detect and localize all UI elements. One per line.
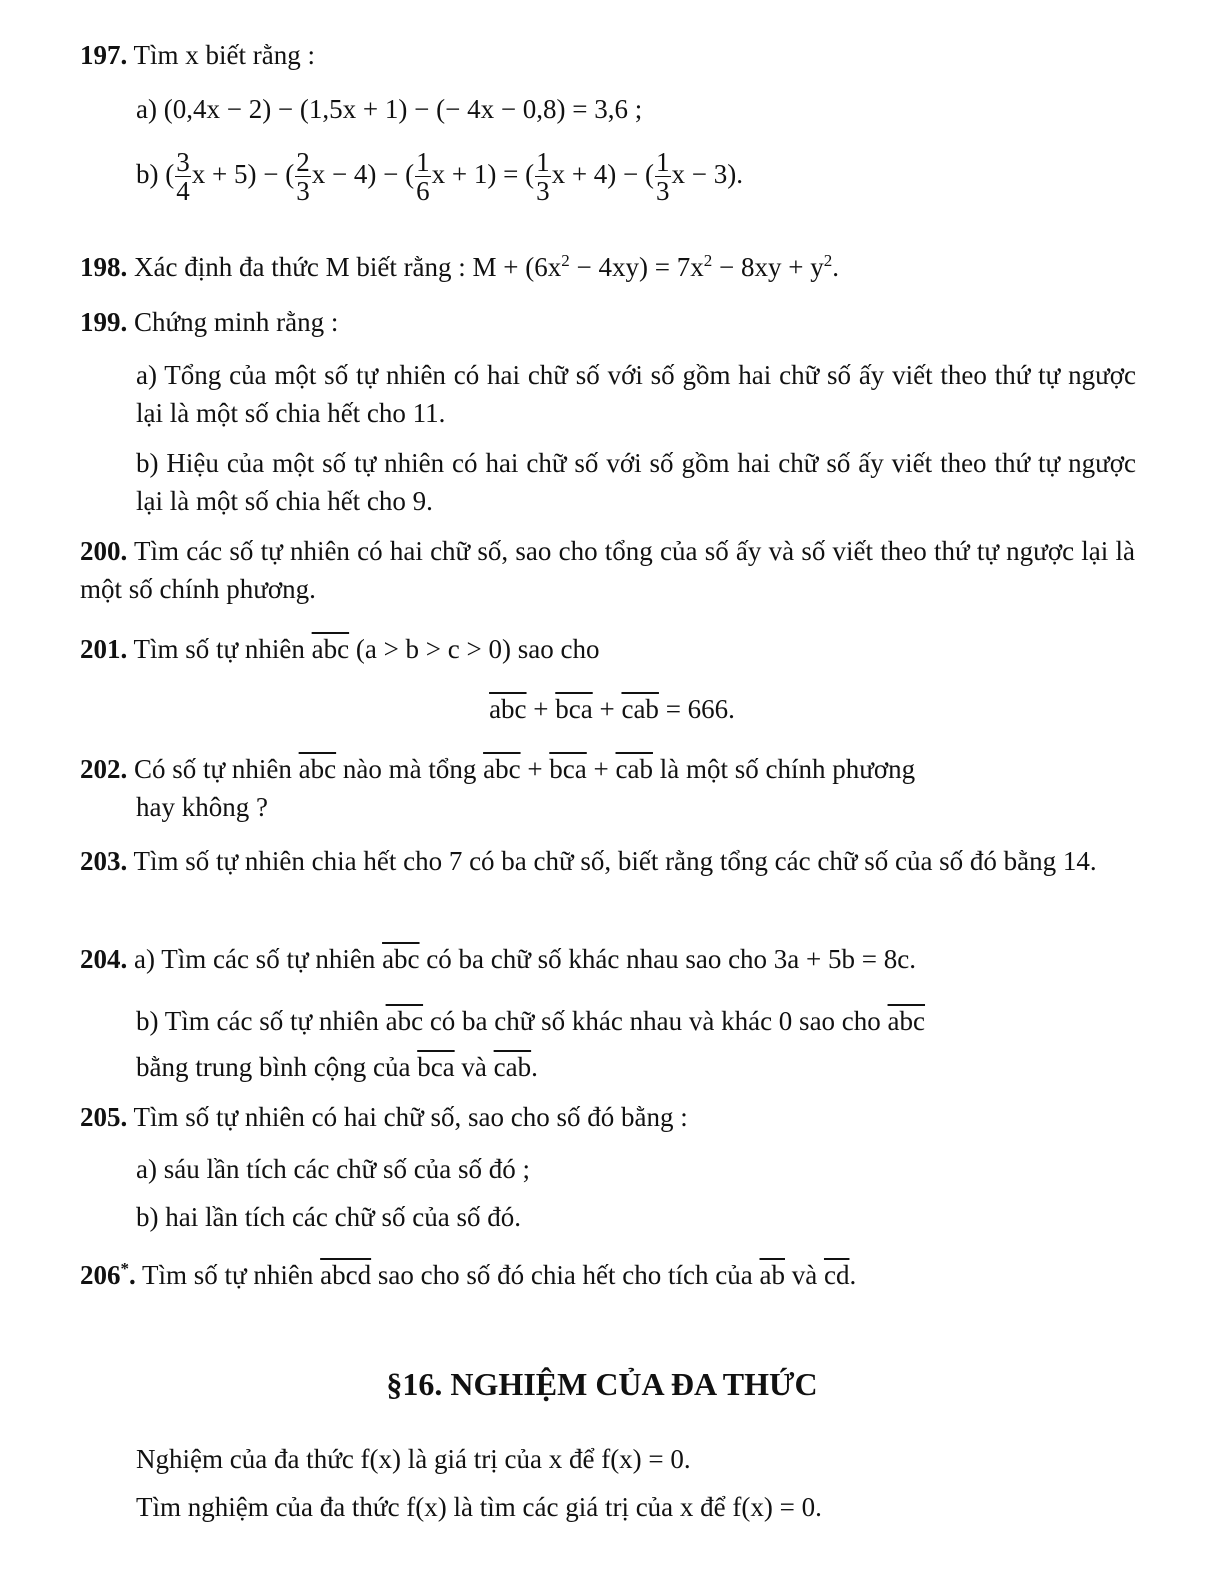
fraction: $\frac{2}{3}$ — [296, 147, 310, 207]
overline-number: $\overline{abc}$ — [489, 694, 527, 724]
equation-rest: = 666. — [665, 694, 735, 724]
problem-text: có ba chữ số khác nhau và khác 0 sao cho — [429, 1006, 881, 1036]
overline-number: $\overline{cd}$ — [823, 1260, 850, 1290]
overline-number: $\overline{bca}$ — [417, 1052, 455, 1082]
problem-text: Xác định đa thức M biết rằng : M + (6x — [134, 252, 562, 282]
problem-text: Có số tự nhiên — [134, 754, 292, 784]
problem-text: − 4xy) = 7x — [569, 252, 704, 282]
problem-205 — [80, 1100, 1135, 1135]
problem-206 — [80, 1258, 1135, 1293]
fraction: $\frac{3}{4}$ — [176, 147, 190, 207]
problem-number: 205. — [80, 1102, 128, 1132]
problem-205-a: a) sáu lần tích các chữ số của số đó ; — [136, 1154, 530, 1184]
expr-text: x + 1) = ( — [431, 159, 535, 190]
problem-text: − 8xy + y — [712, 252, 824, 282]
problem-199-a: a) Tổng của một số tự nhiên có hai chữ số với số gồm hai chữ số ấy viết theo thứ tự ngược lại là một số chia hết cho 11. — [136, 360, 1136, 428]
expr-text: ( — [165, 159, 175, 190]
overline-number: abcd — [320, 1260, 372, 1290]
problem-205-b: b) hai lần tích các chữ số của số đó. — [136, 1202, 522, 1232]
problem-text: và — [791, 1260, 818, 1290]
operator: + — [527, 754, 543, 784]
problem-201 — [80, 632, 1135, 667]
problem-number: 203. — [80, 846, 128, 876]
exponent: 2 — [561, 251, 570, 270]
part-label: b) — [136, 159, 159, 190]
exponent: 2 — [823, 251, 833, 270]
problem-number: 199. — [80, 307, 128, 337]
problem-204-b — [136, 1004, 1136, 1039]
problem-number: 197. — [80, 40, 128, 70]
overline-number: $\overline{abc}$ — [311, 634, 350, 664]
problem-text: Tìm số tự nhiên có hai chữ số, sao cho số đó bằng : — [133, 1102, 688, 1132]
problem-202 — [80, 752, 1135, 787]
section-title: §16. NGHIỆM CỦA ĐA THỨC — [386, 1366, 818, 1402]
equation-201 — [0, 692, 1224, 727]
expr-text: x + 4) − ( — [551, 159, 654, 190]
fraction: $\frac{1}{3}$ — [656, 147, 670, 207]
expr-text: x − 4) − ( — [311, 159, 415, 190]
problem-text: . — [531, 1052, 538, 1082]
problem-203 — [80, 842, 1135, 880]
problem-text: . — [849, 1260, 857, 1290]
problem-number: 198. — [80, 252, 128, 282]
problem-text: Tìm số tự nhiên — [142, 1260, 314, 1290]
overline-number: $\overline{abc}$ — [483, 754, 521, 784]
problem-text: . — [832, 252, 839, 282]
overline-number: $\overline{abc}$ — [298, 754, 337, 784]
overline-number: $\overline{cab}$ — [615, 754, 653, 784]
operator: + — [533, 694, 549, 724]
problem-text: Tìm số tự nhiên chia hết cho 7 có ba chữ số, biết rằng tổng các chữ số của số đó bằng 14. — [133, 846, 1097, 876]
overline-number: $\overline{bca}$ — [555, 694, 593, 724]
problem-number: 202. — [80, 754, 128, 784]
overline-number: $\overline{ab}$ — [759, 1260, 785, 1290]
section-line-1: Nghiệm của đa thức f(x) là giá trị của x để f(x) = 0. — [136, 1444, 691, 1474]
operator: + — [593, 754, 609, 784]
problem-text: Chứng minh rằng : — [134, 307, 339, 337]
problem-199 — [80, 305, 1135, 340]
overline-number: $\overline{cab}$ — [621, 694, 659, 724]
problem-text: b) Tìm các số tự nhiên — [136, 1006, 379, 1036]
problem-number: 201. — [80, 634, 128, 664]
problem-number: 200. — [80, 536, 128, 566]
problem-200 — [80, 532, 1135, 608]
problem-text: bằng trung bình cộng của — [136, 1052, 411, 1082]
overline-number: $\overline{cab}$ — [493, 1052, 532, 1082]
problem-text: Tìm số tự nhiên — [133, 634, 305, 664]
problem-204-b-cont — [136, 1050, 1136, 1085]
problem-197 — [80, 38, 1135, 73]
overline-number: $\overline{abc}$ — [382, 944, 420, 974]
expr-text: x − 3). — [671, 159, 743, 190]
problem-text: nào mà tổng — [342, 754, 477, 784]
section-line-2: Tìm nghiệm của đa thức f(x) là tìm các giá trị của x để f(x) = 0. — [136, 1492, 822, 1522]
problem-202-cont: hay không ? — [136, 792, 268, 822]
problem-198 — [80, 250, 1135, 285]
overline-number: $\overline{abc}$ — [385, 1006, 424, 1036]
expr-text: x + 5) − ( — [191, 159, 295, 190]
problem-197-b — [136, 148, 1136, 206]
problem-199-b: b) Hiệu của một số tự nhiên có hai chữ số với số gồm hai chữ số ấy viết theo thứ tự ngược lại là một số chia hết cho 9. — [136, 448, 1136, 516]
fraction: $\frac{1}{6}$ — [416, 147, 430, 207]
problem-text: Tìm x biết rằng : — [133, 40, 315, 70]
problem-number: 206*. — [80, 1259, 136, 1290]
problem-197-a: a) (0,4x − 2) − (1,5x + 1) − (− 4x − 0,8) = 3,6 ; — [136, 94, 643, 124]
operator: + — [599, 694, 615, 724]
problem-text: và — [461, 1052, 487, 1082]
problem-text: (a > b > c > 0) sao cho — [355, 634, 600, 664]
fraction: $\frac{1}{3}$ — [536, 147, 550, 207]
problem-text: Tìm các số tự nhiên có hai chữ số, sao cho tổng của số ấy và số viết theo thứ tự ngược lại là một số chính phương. — [80, 536, 1135, 604]
problem-text: sao cho số đó chia hết cho tích của — [377, 1260, 753, 1290]
overline-number: $\overline{bca}$ — [549, 754, 587, 784]
problem-text: a) Tìm các số tự nhiên — [134, 944, 376, 974]
problem-204-a — [80, 942, 1135, 977]
problem-text: có ba chữ số khác nhau sao cho 3a + 5b = 8c. — [426, 944, 916, 974]
problem-text: là một số chính phương — [659, 754, 916, 784]
overline-number: $\overline{abc}$ — [887, 1006, 926, 1036]
exponent: 2 — [703, 251, 713, 270]
problem-number: 204. — [80, 944, 128, 974]
